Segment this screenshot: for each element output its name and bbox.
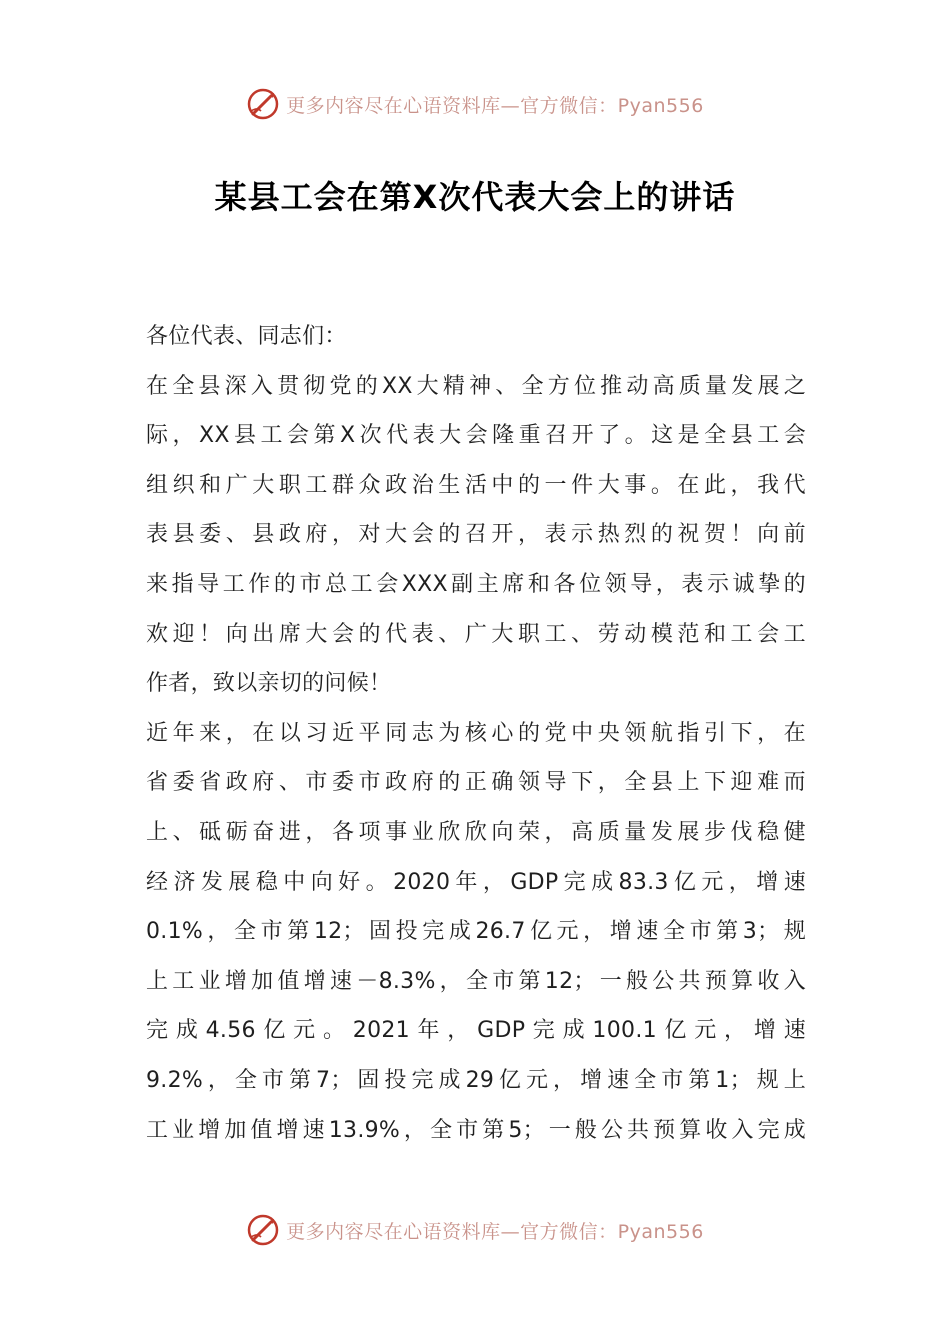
- text-line: 组织和广大职工群众政治生活中的一件大事。在此，我代: [146, 472, 806, 498]
- text-line: 工业增加值增速13.9%，全市第5；一般公共预算收入完成: [146, 1117, 806, 1143]
- text-line: 表县委、县政府，对大会的召开，表示热烈的祝贺！向前: [146, 522, 806, 548]
- page-title: 某县工会在第X次代表大会上的讲话: [214, 178, 736, 216]
- text-line: 来指导工作的市总工会XXX副主席和各位领导，表示诚挚的: [146, 571, 806, 597]
- text-line: 省委省政府、市委市政府的正确领导下，全县上下迎难而: [146, 770, 806, 796]
- text-line: 0.1%，全市第12；固投完成26.7亿元，增速全市第3；规: [146, 919, 806, 945]
- pen-logo-icon: [246, 1213, 280, 1247]
- text-line: 际，XX县工会第X次代表大会隆重召开了。这是全县工会: [146, 423, 806, 449]
- text-line: 经济发展稳中向好。2020年，GDP完成83.3亿元，增速: [146, 869, 806, 895]
- watermark-text: 更多内容尽在心语资料库—官方微信：Pyan556: [286, 1220, 704, 1243]
- speech-body: [146, 312, 806, 1155]
- text-line: 各位代表、同志们：: [146, 324, 347, 349]
- text-line: 上工业增加值增速－8.3%，全市第12；一般公共预算收入: [146, 968, 806, 994]
- text-line: 9.2%，全市第7；固投完成29亿元，增速全市第1；规上: [146, 1067, 806, 1093]
- text-line: 在全县深入贯彻党的XX大精神、全方位推动高质量发展之: [146, 373, 806, 399]
- text-line: 上、砥砺奋进，各项事业欣欣向荣，高质量发展步伐稳健: [146, 819, 806, 845]
- pen-logo-icon: [246, 87, 280, 121]
- text-line: 近年来，在以习近平同志为核心的党中央领航指引下，在: [146, 720, 806, 746]
- text-line: 作者，致以亲切的问候！: [146, 671, 392, 697]
- header-watermark: [0, 84, 950, 124]
- watermark-text: 更多内容尽在心语资料库—官方微信：Pyan556: [286, 94, 704, 117]
- footer-watermark: [0, 1210, 950, 1250]
- text-line: 欢迎！向出席大会的代表、广大职工、劳动模范和工会工: [146, 621, 806, 647]
- text-line: 完成4.56亿元。2021年，GDP完成100.1亿元，增速: [146, 1018, 806, 1044]
